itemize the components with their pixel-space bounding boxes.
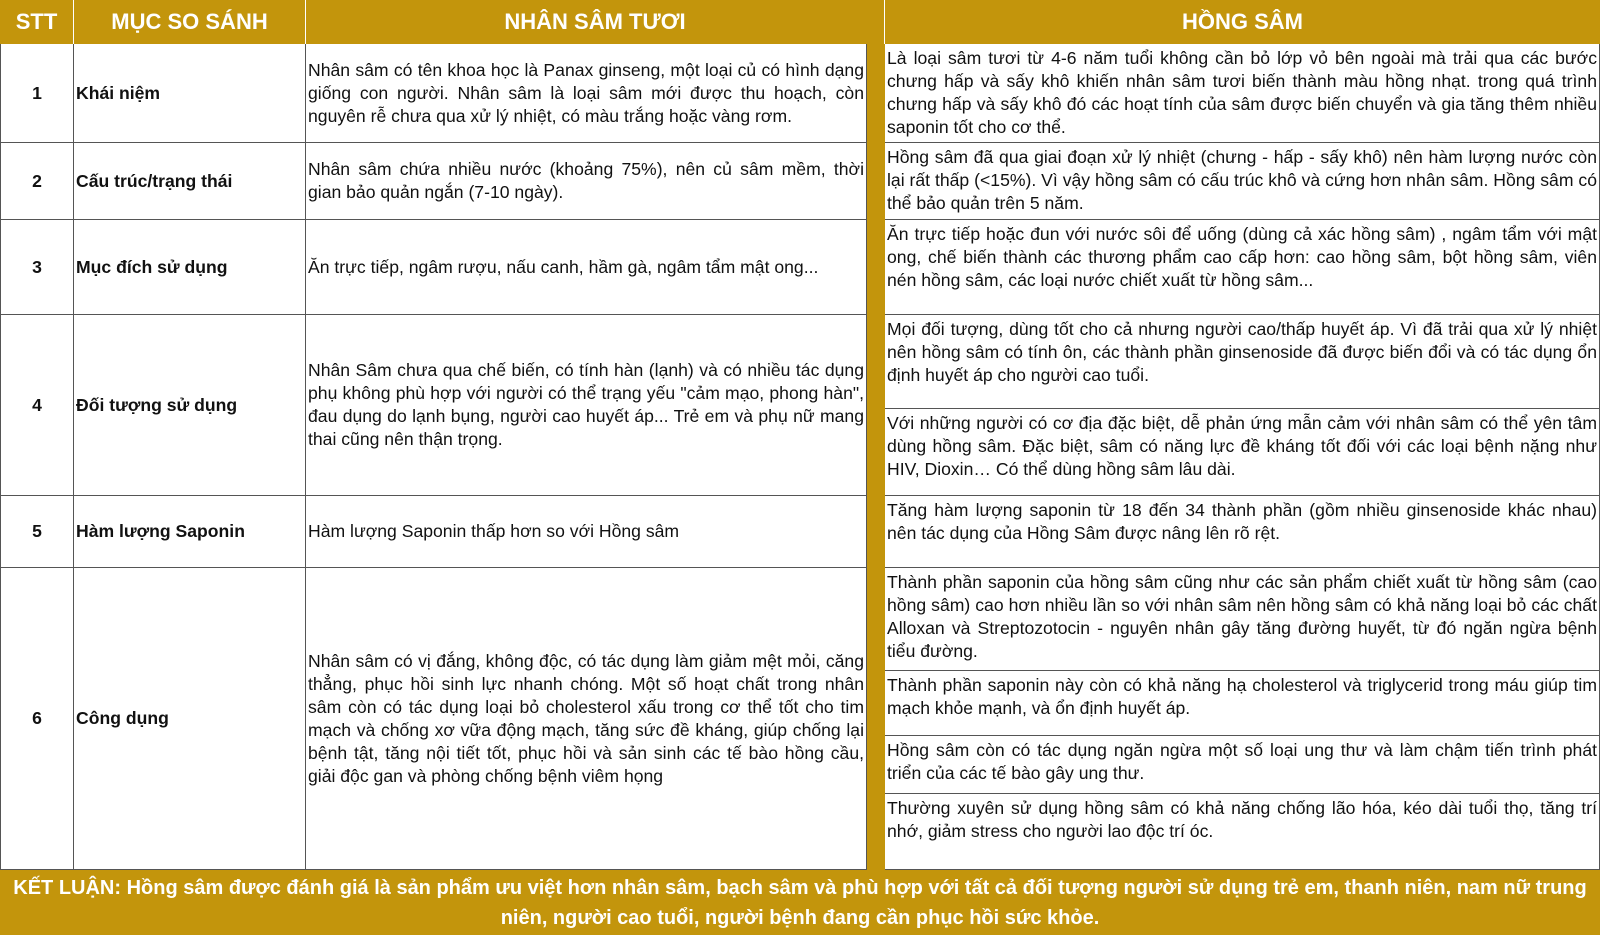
row-number: 6	[0, 568, 74, 870]
hong-sam-description: Hồng sâm đã qua giai đoạn xử lý nhiệt (chưng - hấp - sấy khô) nên hàm lượng nước còn lại rất thấp (<15%). Vì vậy hồng sâm có cấu trúc khô và cứng hơn nhân sâm. Hồng sâm có thể bảo quản trên 5 năm.	[885, 143, 1600, 220]
nhan-sam-description: Nhân sâm chứa nhiều nước (khoảng 75%), nên củ sâm mềm, thời gian bảo quản ngắn (7-10 ngày).	[306, 143, 867, 220]
hong-sam-description: Tăng hàm lượng saponin từ 18 đến 34 thành phần (gồm nhiều ginsenoside khác nhau) nên tác dụng của Hồng Sâm được nâng lên rõ rệt.	[885, 496, 1600, 568]
row-number: 1	[0, 44, 74, 143]
hong-sam-description: Thành phần saponin này còn có khả năng hạ cholesterol và triglycerid trong máu giúp tim mạch khỏe mạnh, và ổn định huyết áp.	[885, 671, 1600, 736]
row-number: 3	[0, 220, 74, 315]
comparison-criterion: Cấu trúc/trạng thái	[74, 143, 306, 220]
hong-sam-description: Là loại sâm tươi từ 4-6 năm tuổi không cần bỏ lớp vỏ bên ngoài mà trải qua các bước chưng hấp và sấy khô khiến nhân sâm tươi biến thành màu hồng nhạt. trong quá trình chưng hấp và sấy khô đó các hoạt tính của sâm được biến chuyển và gia tăng thêm nhiều saponin tốt cho cơ thể.	[885, 44, 1600, 143]
hong-sam-description: Thường xuyên sử dụng hồng sâm có khả năng chống lão hóa, kéo dài tuổi thọ, tăng trí nhớ, giảm stress cho người lao độc trí óc.	[885, 794, 1600, 870]
hong-sam-description: Ăn trực tiếp hoặc đun với nước sôi để uống (dùng cả xác hồng sâm) , ngâm tẩm với mật ong, chế biến thành các thương phẩm cao cấp hơn: cao hồng sâm, bột hồng sâm, viên nén hồng sâm, các loại nước chiết xuất từ hồng sâm...	[885, 220, 1600, 315]
nhan-sam-description: Ăn trực tiếp, ngâm rượu, nấu canh, hầm gà, ngâm tẩm mật ong...	[306, 220, 867, 315]
header-stt: STT	[0, 0, 74, 44]
nhan-sam-description: Nhân sâm có tên khoa học là Panax ginseng, một loại củ có hình dạng giống con người. Nhân sâm là loại sâm mới được thu hoạch, còn nguyên rễ chưa qua xử lý nhiệt, có màu trắng hoặc vàng rơm.	[306, 44, 867, 143]
header-hong-sam: HỒNG SÂM	[885, 0, 1600, 44]
hong-sam-description: Hồng sâm còn có tác dụng ngăn ngừa một số loại ung thư và làm chậm tiến trình phát triển của các tế bào gây ung thư.	[885, 736, 1600, 794]
hong-sam-description: Thành phần saponin của hồng sâm cũng như các sản phẩm chiết xuất từ hồng sâm (cao hồng sâm) cao hơn nhiều lần so với nhân sâm nên hồng sâm có khả năng loại bỏ các chất Alloxan và Streptozotocin - nguyên nhân gây tăng đường huyết, từ đó ngăn ngừa bệnh tiểu đường.	[885, 568, 1600, 671]
gold-column-divider	[867, 44, 885, 870]
nhan-sam-description: Nhân Sâm chưa qua chế biến, có tính hàn (lạnh) và có nhiều tác dụng phụ không phù hợp với người có thể trạng yếu "cảm mạo, phong hàn", đau dụng do lạnh bụng, người cao huyết áp... Trẻ em và phụ nữ mang thai cũng nên thận trọng.	[306, 315, 867, 496]
nhan-sam-description: Nhân sâm có vị đắng, không độc, có tác dụng làm giảm mệt mỏi, căng thẳng, phục hồi sinh lực nhanh chóng. Một số hoạt chất trong nhân sâm còn có tác dụng loại bỏ cholesterol xấu trong cơ thể tốt cho tim mạch và chống xơ vữa động mạch, tăng sức đề kháng, giúp chống lại bệnh tật, tăng nội tiết tốt, phục hồi và sản sinh các tế bào hồng cầu, giải độc gan và phòng chống bệnh viêm họng	[306, 568, 867, 870]
row-number: 2	[0, 143, 74, 220]
comparison-criterion: Hàm lượng Saponin	[74, 496, 306, 568]
comparison-criterion: Đối tượng sử dụng	[74, 315, 306, 496]
comparison-criterion: Khái niệm	[74, 44, 306, 143]
nhan-sam-description: Hàm lượng Saponin thấp hơn so với Hồng sâm	[306, 496, 867, 568]
hong-sam-description: Với những người có cơ địa đặc biệt, dễ phản ứng mẫn cảm với nhân sâm có thể yên tâm dùng hồng sâm. Đặc biệt, sâm có năng lực đề kháng tốt đối với các loại bệnh nặng như HIV, Dioxin… Có thể dùng hồng sâm lâu dài.	[885, 409, 1600, 496]
row-number: 5	[0, 496, 74, 568]
hong-sam-description: Mọi đối tượng, dùng tốt cho cả nhưng người cao/thấp huyết áp. Vì đã trải qua xử lý nhiệt nên hồng sâm có tính ôn, các thành phần ginsenoside đã được biến đổi và có tác dụng ổn định huyết áp cho người cao tuổi.	[885, 315, 1600, 409]
row-number: 4	[0, 315, 74, 496]
header-muc-so-sanh: MỤC SO SÁNH	[74, 0, 306, 44]
conclusion-banner: KẾT LUẬN: Hồng sâm được đánh giá là sản phẩm ưu việt hơn nhân sâm, bạch sâm và phù hợp với tất cả đối tượng người sử dụng trẻ em, thanh niên, nam nữ trung niên, người cao tuổi, người bệnh đang cần phục hồi sức khỏe.	[0, 870, 1600, 935]
comparison-criterion: Mục đích sử dụng	[74, 220, 306, 315]
header-nhan-sam-tuoi: NHÂN SÂM TƯƠI	[306, 0, 885, 44]
comparison-criterion: Công dụng	[74, 568, 306, 870]
